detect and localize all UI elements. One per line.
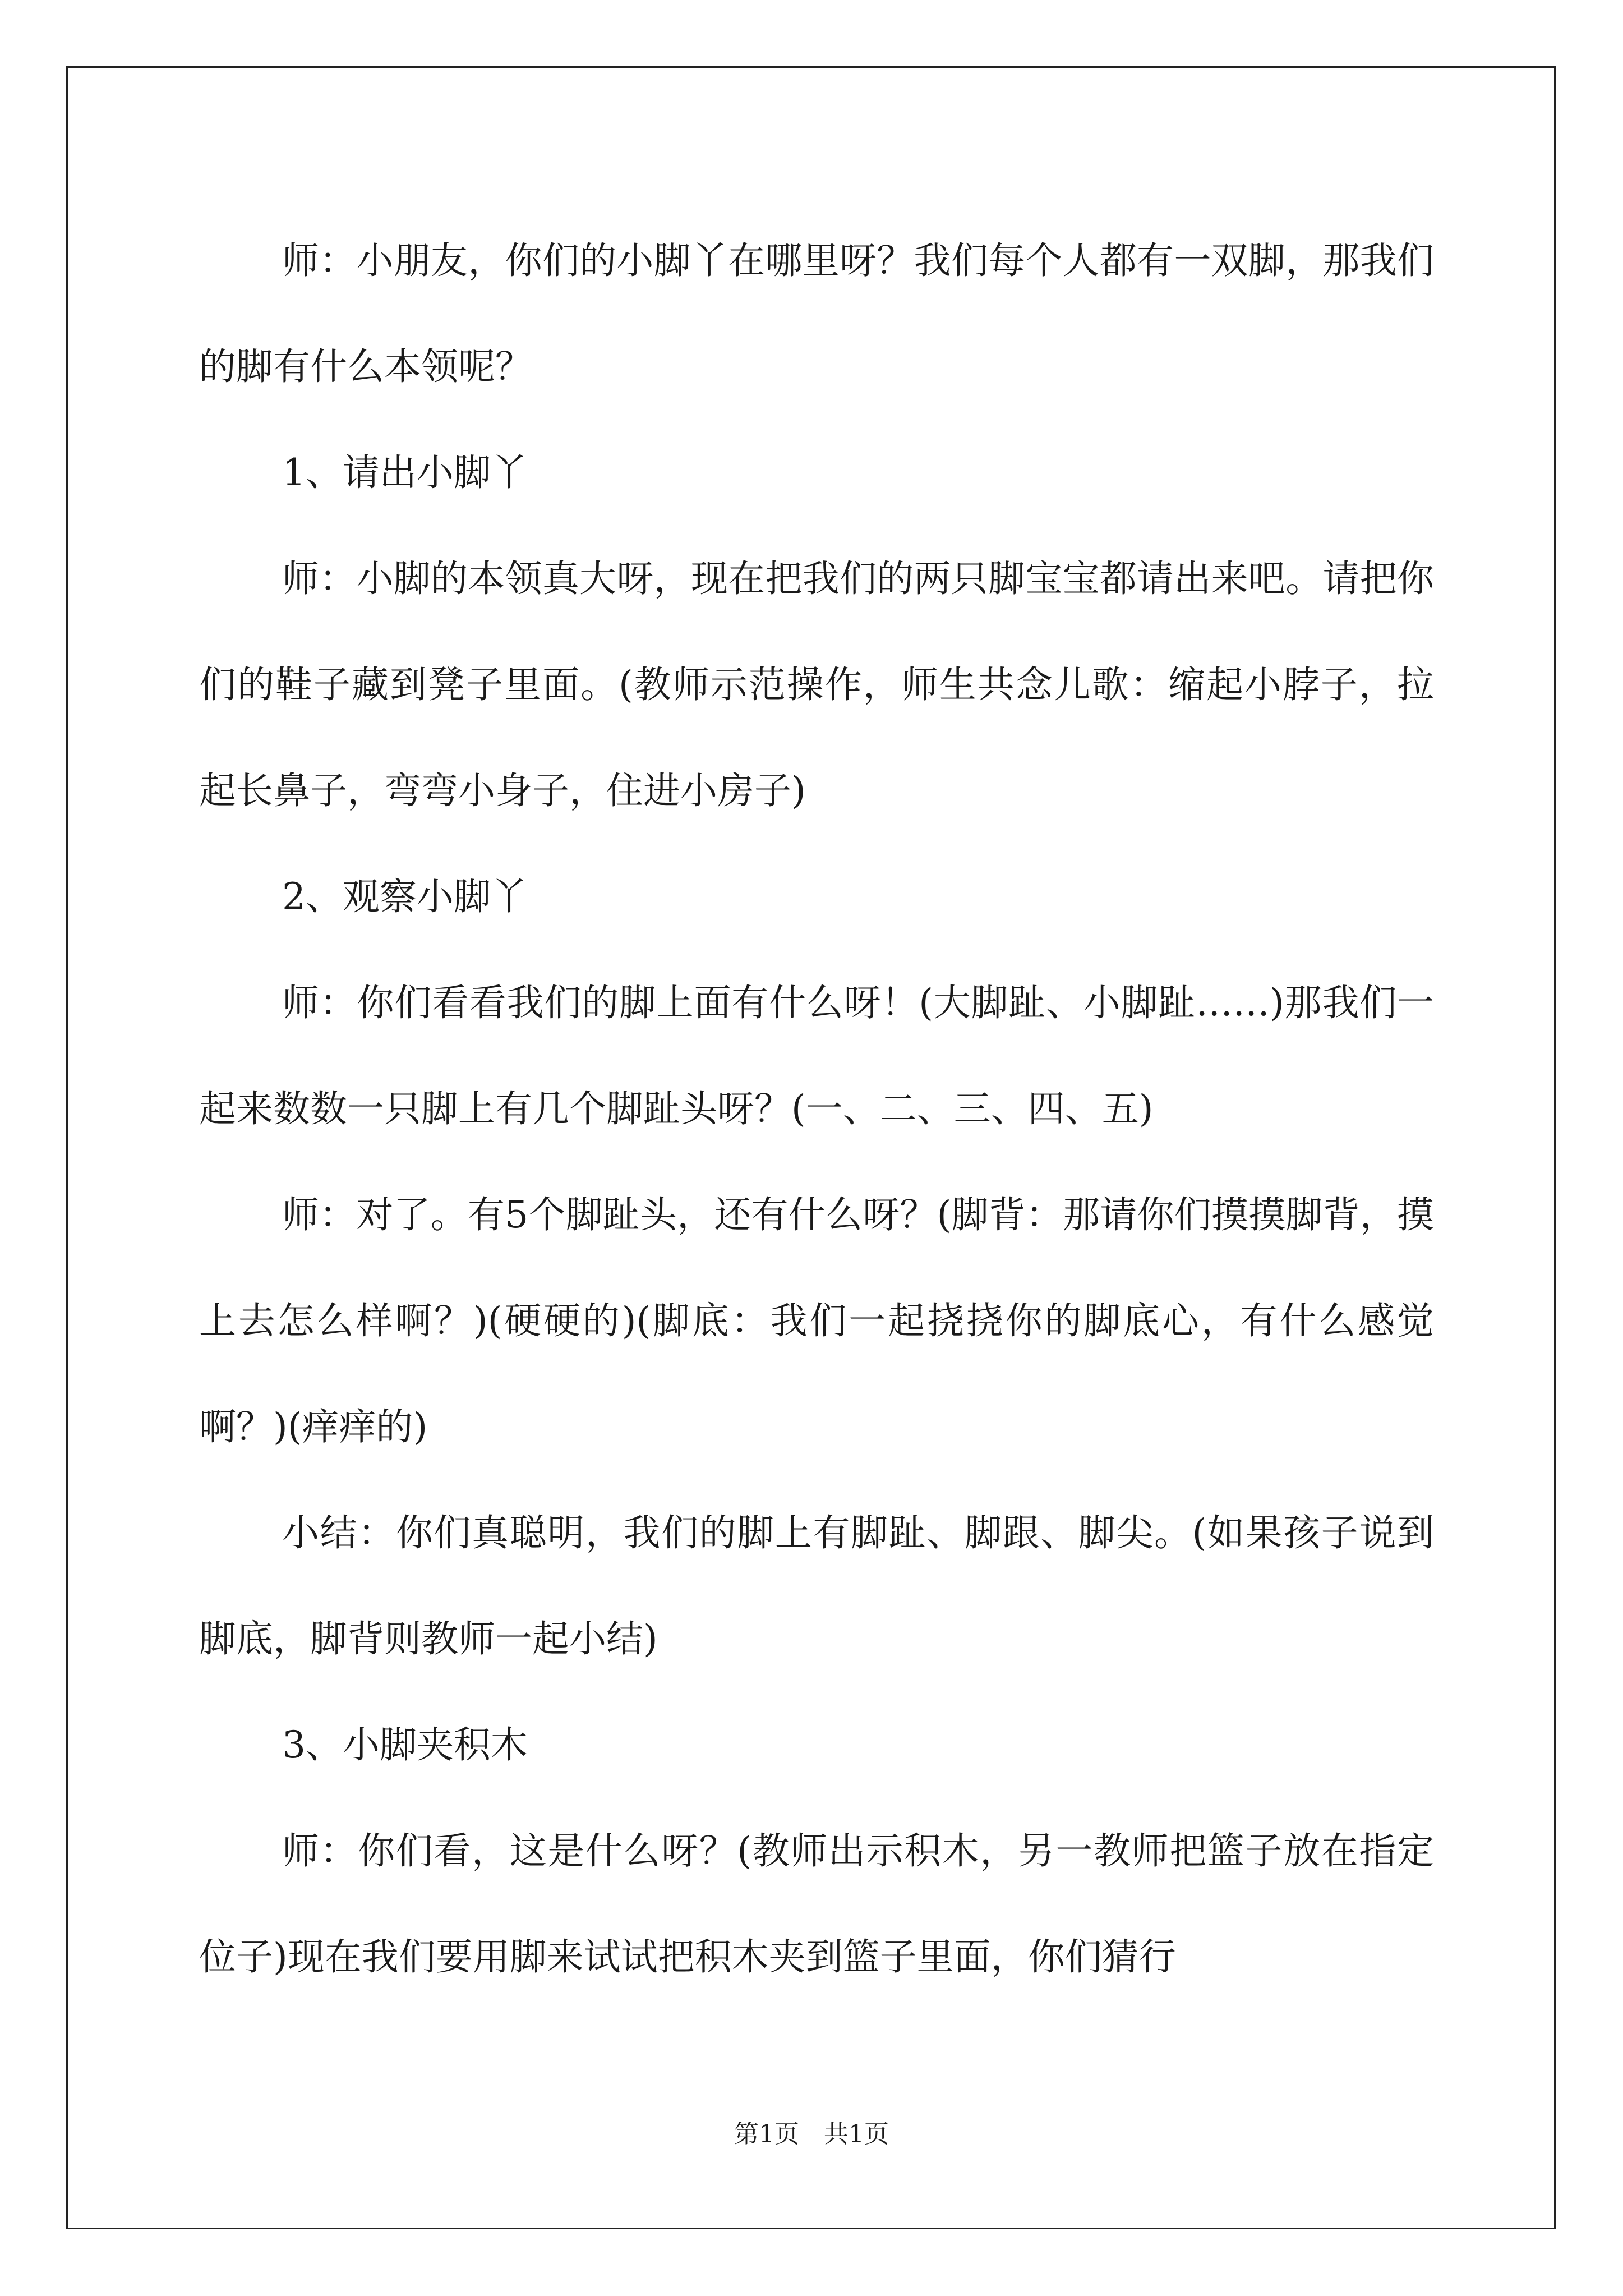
heading-step-3: 3、小脚夹积木 — [282, 1723, 528, 1766]
paragraph-intro: 师：小朋友，你们的小脚丫在哪里呀？我们每个人都有一双脚，那我们的脚有什么本领呢？ — [199, 239, 1434, 388]
paragraph-step-2-toes: 师：对了。有5个脚趾头，还有什么呀？(脚背：那请你们摸摸脚背，摸上去怎么样啊？)(硬硬的)(脚底：我们一起挠挠你的脚底心，有什么感觉啊？)(痒痒的) — [199, 1193, 1434, 1448]
document-body — [199, 208, 1434, 2010]
paragraph-summary: 小结：你们真聪明，我们的脚上有脚趾、脚跟、脚尖。(如果孩子说到脚底，脚背则教师一起小结) — [199, 1511, 1434, 1660]
paragraph-step-2-question: 师：你们看看我们的脚上面有什么呀！(大脚趾、小脚趾……)那我们一起来数数一只脚上有几个脚趾头呀？(一、二、三、四、五) — [199, 981, 1434, 1130]
page-number-footer: 第1页 共1页 — [734, 2120, 889, 2148]
paragraph-step-1: 师：小脚的本领真大呀，现在把我们的两只脚宝宝都请出来吧。请把你们的鞋子藏到凳子里面。(教师示范操作，师生共念儿歌：缩起小脖子，拉起长鼻子，弯弯小身子，住进小房子) — [199, 557, 1434, 812]
heading-step-1: 1、请出小脚丫 — [282, 451, 528, 494]
heading-step-2: 2、观察小脚丫 — [282, 875, 528, 918]
paragraph-step-3: 师：你们看，这是什么呀？(教师出示积木，另一教师把篮子放在指定位子)现在我们要用脚来试试把积木夹到篮子里面，你们猜行 — [199, 1829, 1434, 1978]
